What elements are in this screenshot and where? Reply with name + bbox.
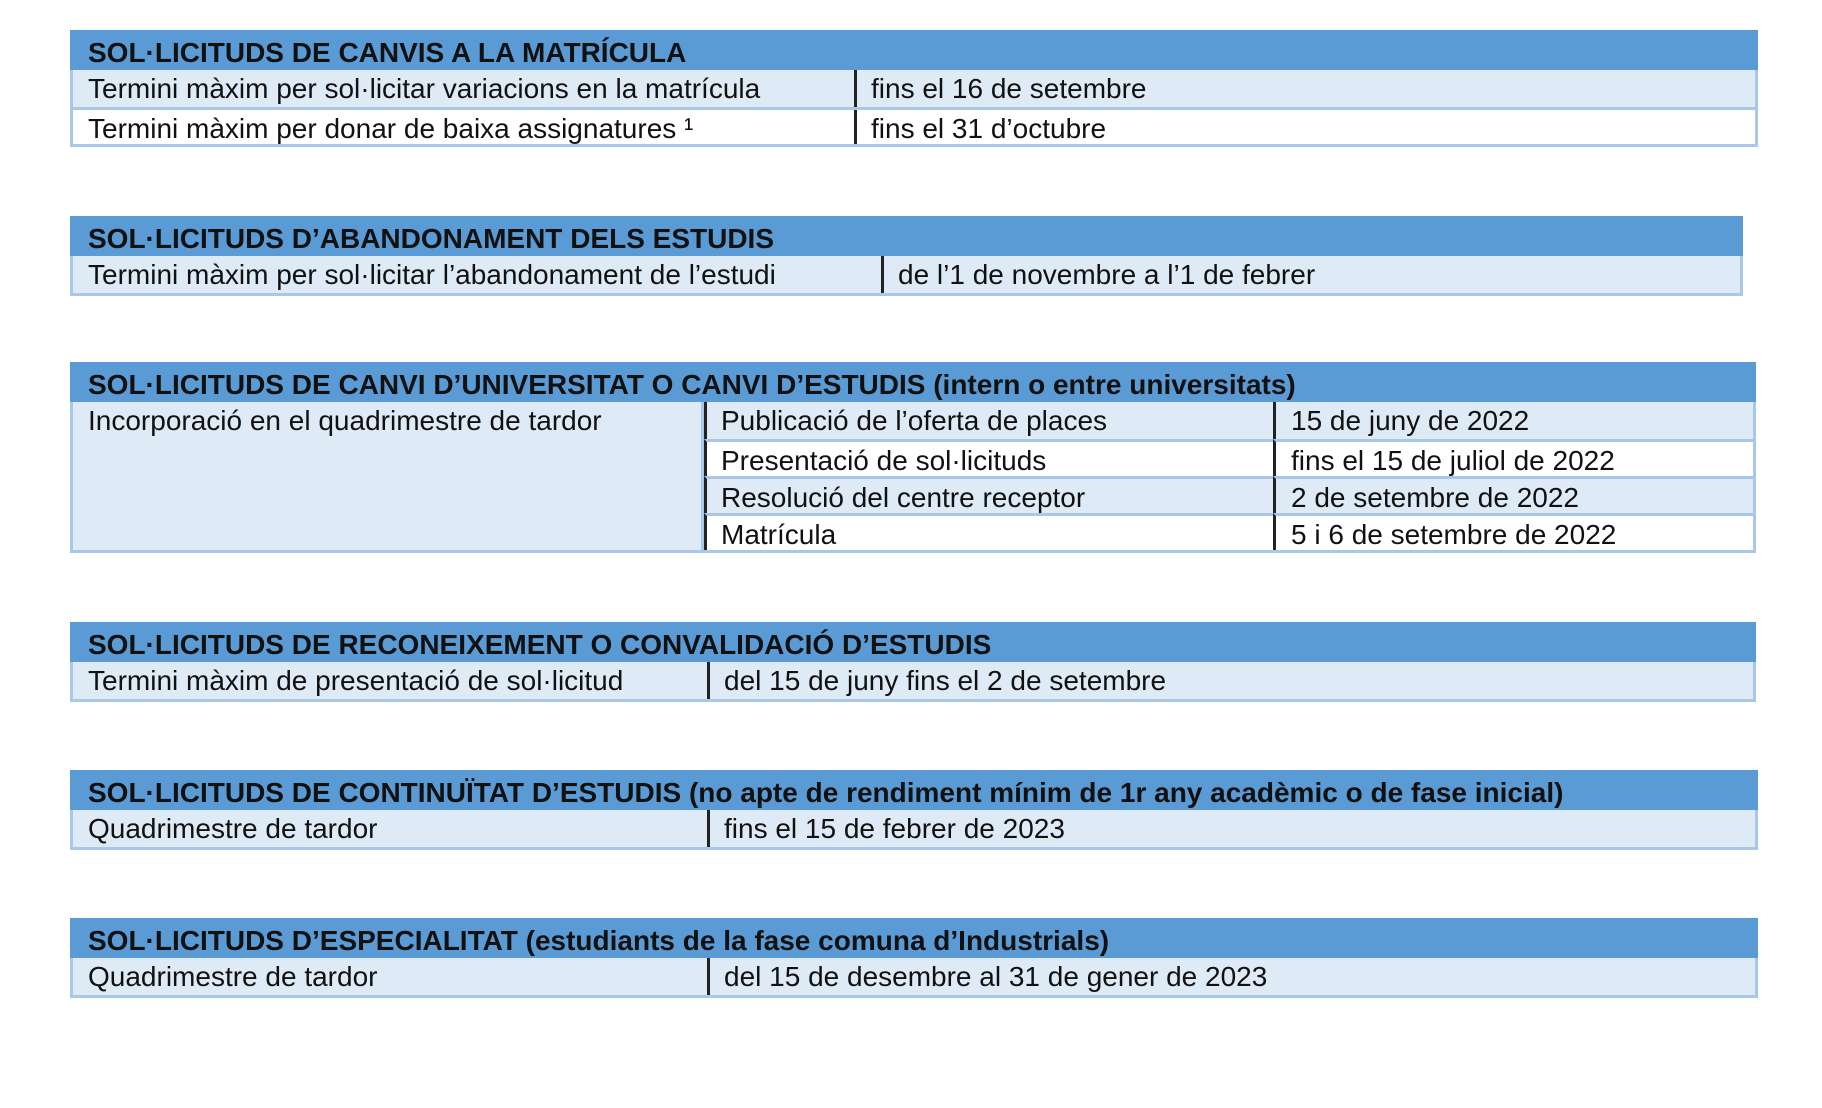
row-label: Termini màxim per donar de baixa assignatures ¹ [88,113,694,144]
section-especialitat [70,918,1758,998]
row-value: fins el 15 de juliol de 2022 [1273,439,1753,476]
row-label: Termini màxim per sol·licitar l’abandonament de l’estudi [88,259,776,290]
table-row [73,958,1755,995]
row-label: Resolució del centre receptor [704,476,1273,513]
row-value: del 15 de desembre al 31 de gener de 2023 [707,958,1267,995]
section-title: SOL·LICITUDS DE CONTINUÏTAT D’ESTUDIS (no apte de rendiment mínim de 1r any acadèmic o de fase inicial) [70,770,1758,810]
table-row [73,662,1753,699]
row-label: Matrícula [704,513,1273,550]
section-title: SOL·LICITUDS D’ABANDONAMENT DELS ESTUDIS [70,216,1743,256]
table-row [73,107,1755,144]
section-table [70,256,1743,296]
row-value: fins el 16 de setembre [854,70,1147,107]
section-table [70,402,1756,553]
row-label: Publicació de l’oferta de places [704,402,1273,439]
section-table [70,958,1758,998]
section-canvis-matricula [70,30,1758,147]
group-label: Incorporació en el quadrimestre de tardor [73,402,704,550]
row-value: de l’1 de novembre a l’1 de febrer [881,256,1315,293]
section-title: SOL·LICITUDS DE CANVIS A LA MATRÍCULA [70,30,1758,70]
row-label: Termini màxim per sol·licitar variacions en la matrícula [88,73,761,104]
section-table [70,810,1758,850]
table-row [73,70,1755,107]
section-canvi-universitat [70,362,1756,553]
section-reconeixement [70,622,1756,702]
row-value: 2 de setembre de 2022 [1273,476,1753,513]
row-label: Quadrimestre de tardor [88,813,378,844]
section-title: SOL·LICITUDS DE RECONEIXEMENT O CONVALIDACIÓ D’ESTUDIS [70,622,1756,662]
table-row [73,810,1755,847]
section-table [70,70,1758,147]
section-continuitat [70,770,1758,850]
row-value: del 15 de juny fins el 2 de setembre [707,662,1166,699]
row-label: Termini màxim de presentació de sol·licitud [88,665,624,696]
row-value: fins el 31 d’octubre [854,110,1106,144]
section-table [70,662,1756,702]
table-row [73,256,1740,293]
row-value: fins el 15 de febrer de 2023 [707,810,1065,847]
section-title: SOL·LICITUDS D’ESPECIALITAT (estudiants de la fase comuna d’Industrials) [70,918,1758,958]
row-value: 15 de juny de 2022 [1273,402,1753,439]
section-title: SOL·LICITUDS DE CANVI D’UNIVERSITAT O CANVI D’ESTUDIS (intern o entre universitats) [70,362,1756,402]
section-abandonament [70,216,1743,296]
row-value: 5 i 6 de setembre de 2022 [1273,513,1753,550]
row-label: Quadrimestre de tardor [88,961,378,992]
row-label: Presentació de sol·licituds [704,439,1273,476]
